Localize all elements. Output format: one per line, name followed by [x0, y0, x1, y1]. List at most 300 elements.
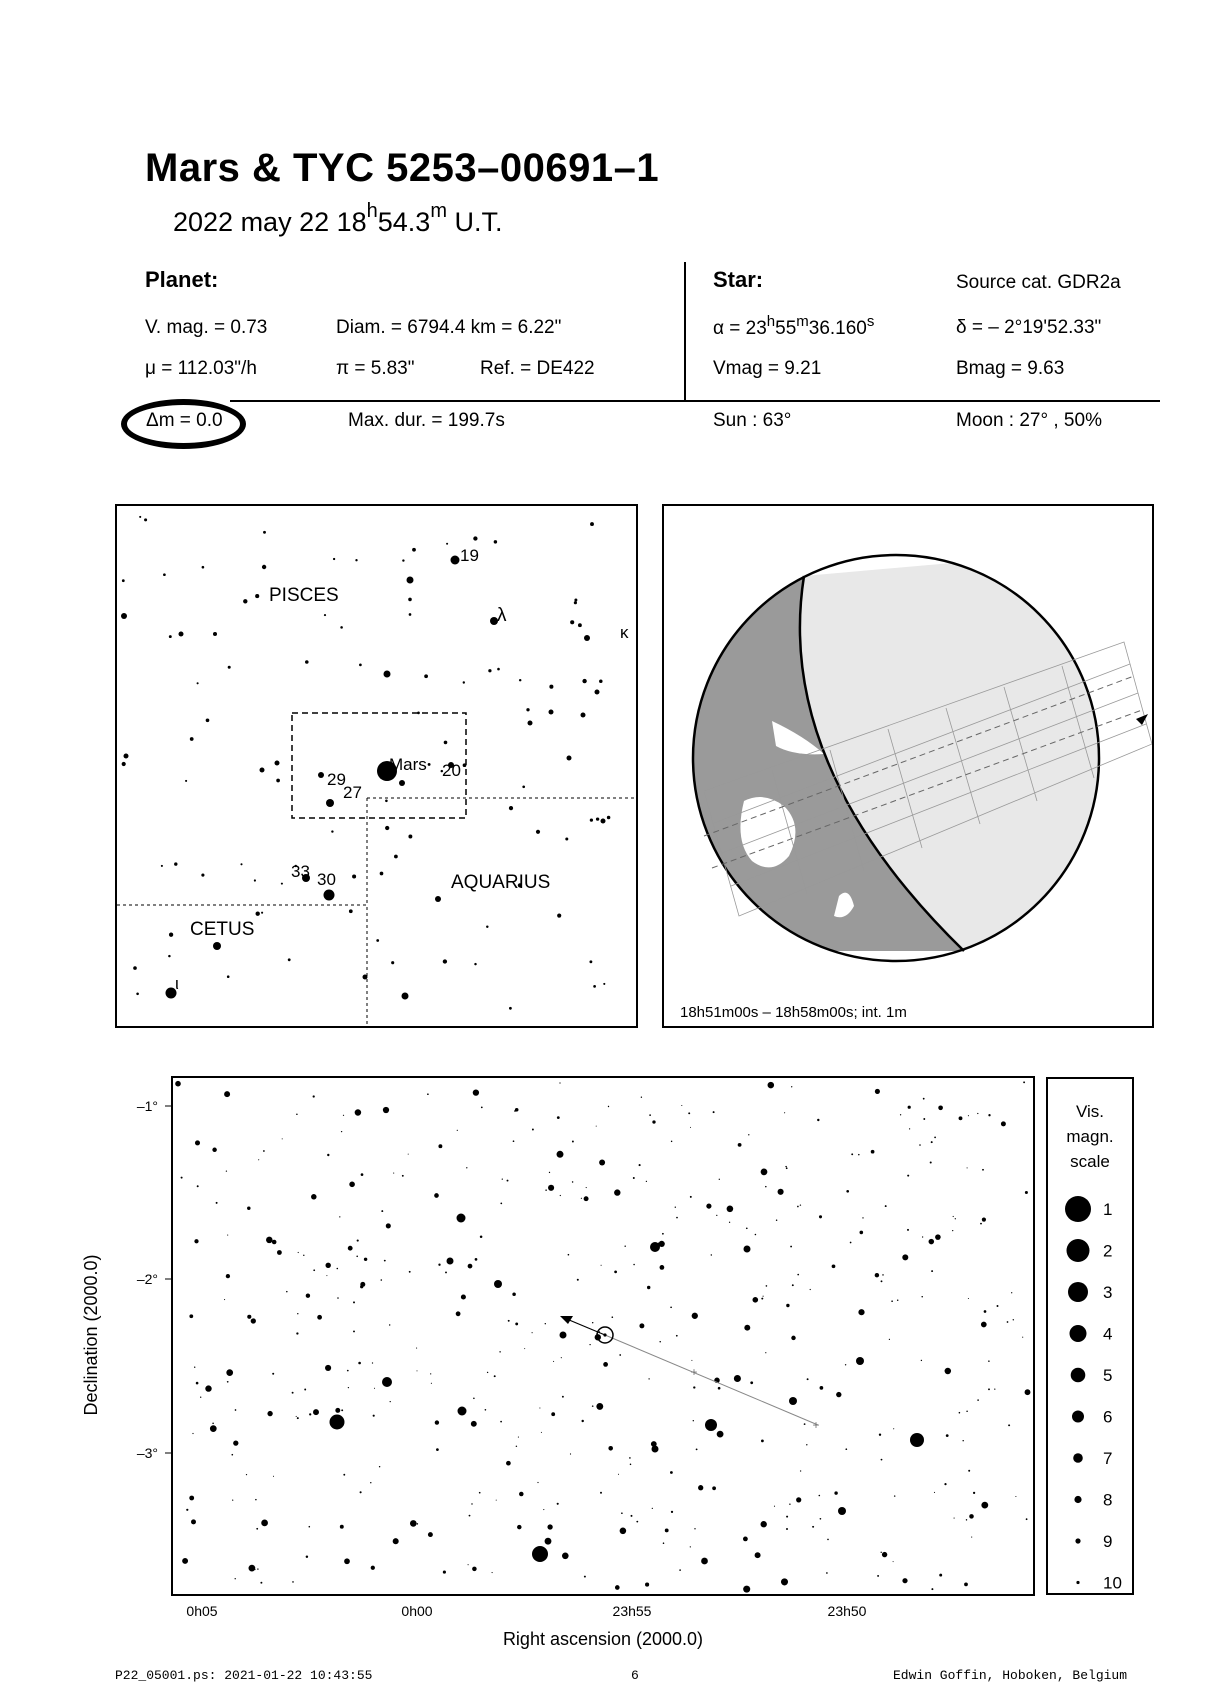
chart-star	[652, 1120, 655, 1123]
chart-star	[494, 1280, 502, 1288]
chart-star	[752, 1297, 758, 1303]
chart-star	[671, 1141, 672, 1142]
chart-star	[639, 1164, 641, 1166]
chart-star	[349, 1181, 355, 1187]
chart-star	[325, 1263, 330, 1268]
chart-star	[428, 1532, 433, 1537]
chart-star	[443, 1571, 446, 1574]
chart-star	[968, 1298, 969, 1299]
finder-star	[565, 837, 568, 840]
chart-star	[738, 1143, 742, 1147]
y-tick-label: –2°	[136, 1271, 158, 1287]
chart-star	[518, 1437, 519, 1438]
star-label-29: 29	[327, 770, 346, 789]
chart-star	[355, 1109, 362, 1116]
chart-star	[532, 1546, 548, 1562]
chart-star	[797, 1206, 799, 1208]
constellation-label-pisces: PISCES	[269, 585, 339, 606]
planet-heading: Planet:	[145, 267, 219, 292]
magnitude-sample-dot	[1073, 1453, 1083, 1463]
chart-star	[226, 1369, 233, 1376]
chart-star	[339, 1216, 340, 1217]
chart-star	[792, 1284, 794, 1286]
chart-star	[192, 1433, 193, 1434]
chart-star	[458, 1407, 467, 1416]
footer-page-number: 6	[631, 1668, 639, 1683]
detail-chart-canvas	[62, 1070, 1062, 1670]
chart-star	[502, 1178, 503, 1179]
chart-star	[508, 1320, 510, 1322]
chart-star	[343, 1115, 344, 1116]
chart-star	[507, 1180, 509, 1182]
chart-star	[330, 1415, 345, 1430]
finder-star	[408, 835, 412, 839]
source-catalog: Source cat. GDR2a	[956, 272, 1121, 293]
chart-star	[461, 1294, 466, 1299]
chart-star	[827, 1539, 829, 1541]
chart-star	[727, 1205, 734, 1212]
finder-star	[318, 772, 324, 778]
chart-star	[729, 1222, 730, 1223]
chart-star	[971, 1537, 972, 1538]
chart-star	[856, 1357, 864, 1365]
finder-star	[255, 594, 259, 598]
chart-star	[335, 1408, 340, 1413]
scale-title-line: Vis.	[1075, 1102, 1105, 1121]
finder-star	[428, 763, 431, 766]
chart-star	[584, 1196, 589, 1201]
finder-star	[522, 785, 525, 788]
finder-star	[340, 626, 343, 629]
chart-star	[296, 1332, 298, 1334]
chart-star	[994, 1388, 995, 1389]
chart-star	[393, 1538, 399, 1544]
finder-star	[581, 713, 586, 718]
chart-star	[492, 1572, 493, 1573]
chart-star	[786, 1167, 788, 1169]
chart-star	[361, 1173, 364, 1176]
chart-star	[997, 1305, 999, 1307]
chart-star	[639, 1323, 644, 1328]
chart-star	[561, 1357, 562, 1358]
magnitude-sample-dot	[1075, 1538, 1080, 1543]
x-axis-label: Right ascension (2000.0)	[502, 1629, 704, 1649]
chart-star	[499, 1351, 500, 1352]
chart-star	[182, 1558, 188, 1564]
chart-star	[930, 1161, 932, 1163]
chart-star	[662, 1233, 664, 1235]
finder-star	[384, 671, 391, 678]
chart-star	[746, 1227, 748, 1229]
chart-star	[966, 1410, 968, 1412]
chart-star	[226, 1274, 230, 1278]
chart-star	[309, 1526, 311, 1528]
scale-title-line: magn.	[1066, 1127, 1114, 1146]
chart-star	[817, 1119, 819, 1121]
chart-star	[372, 1362, 373, 1363]
chart-star	[923, 1118, 925, 1120]
chart-star	[175, 1081, 181, 1087]
chart-star	[592, 1405, 594, 1407]
finder-star	[409, 613, 412, 616]
chart-star	[938, 1105, 943, 1110]
chart-star	[665, 1528, 669, 1532]
chart-star	[212, 1423, 214, 1425]
star-label-lambda: λ	[497, 605, 507, 626]
chart-star	[344, 1558, 350, 1564]
finder-star	[509, 806, 513, 810]
chart-star	[921, 1296, 922, 1297]
magnitude-level-label: 1	[1103, 1200, 1113, 1219]
finder-star	[549, 685, 553, 689]
chart-star	[532, 1332, 533, 1333]
chart-star	[955, 1218, 956, 1219]
chart-star	[785, 1166, 786, 1167]
chart-star	[596, 1403, 603, 1410]
chart-star	[471, 1503, 472, 1504]
chart-star	[652, 1508, 653, 1509]
event-datetime: 2022 may 22 18$^h$54.3$^m$ U.T.	[173, 200, 503, 237]
finder-star	[443, 959, 447, 963]
chart-star	[255, 1499, 257, 1501]
chart-star	[973, 1492, 975, 1494]
chart-star	[871, 1150, 875, 1154]
chart-star	[902, 1254, 908, 1260]
chart-star	[879, 1434, 881, 1436]
chart-star	[919, 1144, 921, 1146]
chart-star	[934, 1492, 935, 1493]
chart-star	[633, 1177, 635, 1179]
chart-star	[717, 1431, 724, 1438]
delta-magnitude-highlight	[121, 399, 246, 449]
chart-star	[882, 1552, 887, 1557]
chart-star	[909, 1128, 910, 1129]
finder-star	[497, 668, 500, 671]
chart-star	[317, 1315, 322, 1320]
chart-star	[469, 1515, 471, 1517]
chart-star	[545, 1538, 552, 1545]
finder-star	[570, 620, 574, 624]
finder-star	[263, 531, 266, 534]
chart-star	[353, 1301, 355, 1303]
finder-star	[526, 708, 529, 711]
chart-star	[457, 1214, 466, 1223]
chart-star	[189, 1314, 193, 1318]
star-label-19: 19	[460, 546, 479, 565]
chart-star	[977, 1113, 978, 1114]
chart-star	[194, 1239, 198, 1243]
chart-star	[902, 1578, 907, 1583]
chart-star	[967, 1167, 968, 1168]
chart-star	[557, 1116, 560, 1119]
chart-star	[311, 1194, 317, 1200]
chart-star	[832, 1264, 836, 1268]
chart-star	[500, 1421, 502, 1423]
finder-star	[122, 579, 125, 582]
finder-star	[201, 874, 204, 877]
chart-star	[984, 1310, 987, 1313]
finder-star	[596, 817, 599, 820]
chart-star	[256, 1528, 258, 1530]
chart-star	[850, 1242, 852, 1244]
magnitude-sample-dot	[1076, 1581, 1079, 1584]
finder-star	[121, 613, 127, 619]
finder-star	[359, 664, 362, 667]
chart-star	[417, 1523, 418, 1524]
chart-star	[348, 1387, 349, 1388]
chart-star	[360, 1285, 363, 1288]
chart-star	[572, 1141, 574, 1143]
chart-star	[456, 1311, 461, 1316]
finder-star	[509, 1007, 512, 1010]
chart-star	[931, 1588, 933, 1590]
finder-star	[228, 666, 231, 669]
finder-star	[190, 737, 194, 741]
footer-file-info: P22_05001.ps: 2021-01-22 10:43:55	[115, 1668, 373, 1683]
chart-star	[581, 1198, 582, 1199]
chart-star	[306, 1294, 310, 1298]
chart-star	[487, 1372, 488, 1373]
chart-star	[186, 1509, 188, 1511]
chart-star	[547, 1524, 552, 1529]
chart-star	[1008, 1424, 1010, 1426]
chart-star	[286, 1291, 288, 1293]
chart-star	[630, 1464, 632, 1466]
chart-star	[834, 1491, 837, 1494]
chart-star	[765, 1186, 767, 1188]
chart-star	[614, 1271, 617, 1274]
finder-star	[213, 632, 217, 636]
chart-star	[581, 1420, 583, 1422]
chart-star	[907, 1229, 909, 1231]
finder-star	[595, 690, 600, 695]
row-divider	[230, 400, 1160, 402]
chart-star	[343, 1474, 345, 1476]
x-tick-label: 0h05	[186, 1603, 218, 1619]
footer-author: Edwin Goffin, Hoboken, Belgium	[893, 1668, 1128, 1683]
chart-star	[356, 1256, 358, 1258]
chart-star	[255, 1569, 256, 1570]
finder-star	[407, 577, 414, 584]
finder-star	[376, 939, 379, 942]
chart-star	[881, 1459, 883, 1461]
chart-star	[694, 1528, 695, 1529]
finder-star	[260, 768, 265, 773]
magnitude-sample-dot	[1067, 1239, 1090, 1262]
magnitude-sample-dot	[1068, 1282, 1088, 1302]
chart-star	[231, 1454, 233, 1456]
chart-star	[427, 1093, 429, 1095]
ephemeris-ref: Ref. = DE422	[480, 358, 595, 379]
chart-star	[935, 1234, 941, 1240]
chart-star	[191, 1519, 196, 1524]
chart-star	[621, 1512, 623, 1514]
chart-star	[696, 1448, 698, 1450]
chart-star	[500, 1203, 502, 1205]
chart-star	[327, 1154, 329, 1156]
chart-star	[516, 1446, 517, 1447]
chart-star	[931, 1141, 933, 1143]
chart-star	[249, 1565, 256, 1572]
chart-star	[897, 1300, 898, 1301]
magnitude-scale-canvas	[1048, 1079, 1132, 1593]
finder-star	[394, 855, 398, 859]
finder-star	[227, 975, 230, 978]
finder-star	[197, 682, 199, 684]
chart-star	[313, 1409, 319, 1415]
chart-star	[845, 1364, 846, 1365]
star-label-30: 30	[317, 870, 336, 889]
chart-star	[277, 1250, 282, 1255]
finder-star	[385, 826, 389, 830]
chart-star	[690, 1196, 692, 1198]
chart-star	[875, 1089, 880, 1094]
chart-star	[360, 1491, 362, 1493]
planet-motion: μ = 112.03"/h	[145, 358, 257, 379]
chart-star	[763, 1296, 764, 1297]
finder-star	[331, 830, 333, 832]
chart-star	[1013, 1319, 1014, 1320]
chart-star	[247, 1315, 251, 1319]
chart-star	[744, 1246, 751, 1253]
chart-star	[608, 1106, 609, 1107]
finder-star	[133, 966, 137, 970]
path-tick-mark: +	[690, 1365, 698, 1379]
chart-star	[761, 1440, 764, 1443]
chart-star	[572, 1181, 573, 1182]
chart-star	[934, 1137, 936, 1139]
globe-canvas	[664, 506, 1152, 1026]
chart-star	[435, 1420, 439, 1424]
finder-star	[446, 543, 448, 545]
delta-magnitude: Δm = 0.0	[146, 410, 223, 431]
chart-star	[205, 1385, 211, 1391]
chart-star	[227, 1381, 229, 1383]
chart-star	[881, 1552, 882, 1553]
finder-star	[574, 599, 577, 602]
magnitude-level-label: 5	[1103, 1366, 1113, 1385]
star-vmag: Vmag = 9.21	[713, 358, 822, 379]
chart-star	[353, 1330, 355, 1332]
finder-star	[254, 879, 256, 881]
chart-star	[272, 1373, 274, 1375]
magnitude-levels	[1065, 1196, 1122, 1593]
finder-star	[276, 779, 280, 783]
chart-star	[713, 1111, 715, 1113]
chart-star	[776, 1219, 777, 1220]
chart-star	[545, 1189, 547, 1191]
chart-star	[381, 1210, 383, 1212]
star-bmag: Bmag = 9.63	[956, 358, 1065, 379]
chart-star	[688, 1112, 690, 1114]
finder-star	[281, 883, 283, 885]
chart-star	[235, 1578, 236, 1579]
chart-star	[893, 1428, 894, 1429]
chart-star	[438, 1264, 440, 1266]
y-tick-label: –1°	[136, 1098, 158, 1114]
chart-star	[778, 1189, 784, 1195]
chart-star	[532, 1129, 534, 1131]
finder-star	[174, 862, 177, 865]
chart-star	[551, 1412, 555, 1416]
y-axis-label: Declination (2000.0)	[81, 1254, 101, 1416]
chart-star	[649, 1114, 651, 1116]
chart-star	[559, 1152, 561, 1154]
y-tick-label: –3°	[136, 1445, 158, 1461]
magnitude-level-label: 3	[1103, 1283, 1113, 1302]
finder-star	[567, 756, 572, 761]
magnitude-level-label: 10	[1103, 1573, 1122, 1593]
chart-star	[882, 1274, 884, 1276]
chart-star	[800, 1470, 801, 1471]
chart-star	[251, 1318, 256, 1323]
chart-star	[923, 1098, 925, 1100]
finder-star	[603, 983, 605, 985]
chart-star	[619, 1354, 621, 1356]
chart-star	[599, 1160, 605, 1166]
finder-star	[473, 536, 477, 540]
chart-star	[514, 1110, 516, 1112]
chart-star	[1001, 1121, 1006, 1126]
chart-star	[373, 1415, 375, 1417]
chart-star	[384, 1260, 386, 1262]
chart-star	[679, 1569, 681, 1571]
chart-star	[592, 1322, 593, 1323]
chart-star	[577, 1279, 579, 1281]
chart-star	[705, 1419, 717, 1431]
chart-star	[282, 1138, 283, 1139]
chart-star	[543, 1509, 544, 1510]
finder-star	[494, 540, 497, 543]
chart-star	[648, 1378, 649, 1379]
chart-star	[659, 1341, 660, 1342]
chart-star	[560, 1195, 561, 1196]
chart-star	[859, 1231, 863, 1235]
chart-star	[774, 1506, 775, 1507]
chart-star	[379, 1466, 380, 1467]
chart-star	[468, 1564, 469, 1565]
finder-star	[185, 780, 187, 782]
chart-star	[784, 1112, 785, 1113]
chart-star	[701, 1558, 708, 1565]
chart-star	[473, 1089, 479, 1095]
chart-star	[247, 1207, 250, 1210]
chart-star	[358, 1362, 361, 1365]
chart-star	[698, 1485, 703, 1490]
chart-star	[596, 1126, 597, 1127]
finder-star	[161, 865, 163, 867]
chart-star	[681, 1105, 682, 1106]
chart-star	[235, 1409, 237, 1411]
chart-star	[633, 1264, 635, 1266]
chart-star	[629, 1457, 631, 1459]
chart-star	[891, 1300, 893, 1302]
x-tick-label: 0h00	[401, 1603, 433, 1619]
x-tick-label: 23h50	[827, 1603, 867, 1619]
finder-star	[412, 548, 416, 552]
finder-star	[590, 818, 593, 821]
chart-star	[519, 1492, 524, 1497]
finder-star	[179, 632, 184, 637]
chart-star	[381, 1279, 383, 1281]
chart-star	[988, 1388, 990, 1390]
chart-star	[862, 1217, 863, 1218]
finder-star	[601, 819, 606, 824]
finder-star	[256, 912, 260, 916]
finder-star	[474, 963, 476, 965]
chart-star	[409, 1271, 411, 1273]
chart-star	[766, 1285, 768, 1287]
